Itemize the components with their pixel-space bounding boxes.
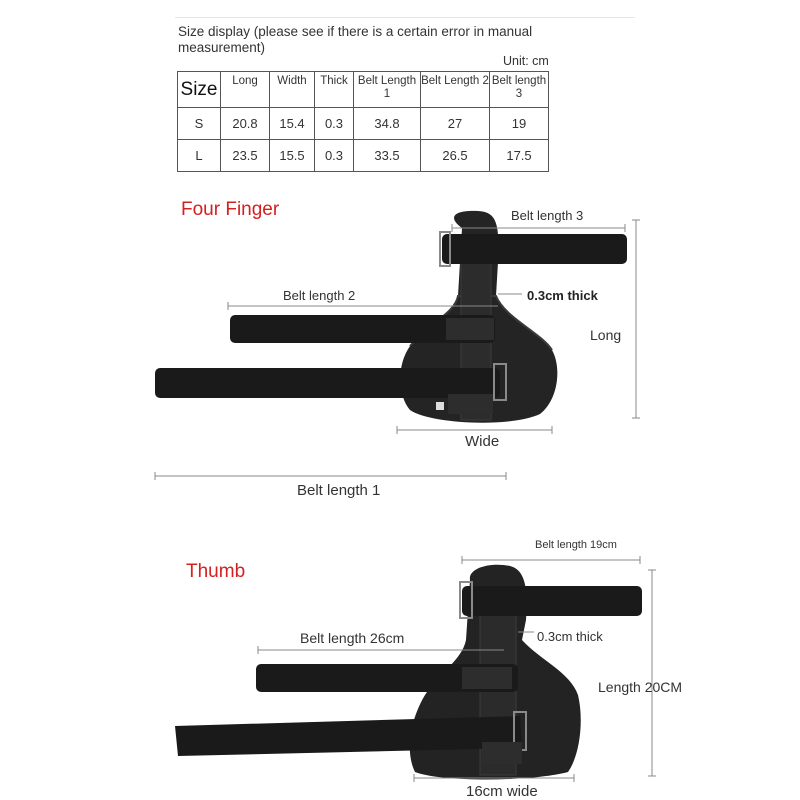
belt-length-2-label: Belt length 2 bbox=[283, 288, 356, 303]
header-belt-length-1: Belt Length 1 bbox=[354, 72, 421, 108]
thumb-splint bbox=[175, 565, 642, 780]
belt-length-19cm-label: Belt length 19cm bbox=[535, 539, 617, 551]
header-thick: Thick bbox=[315, 72, 354, 108]
strap-top bbox=[462, 586, 642, 616]
cell: 17.5 bbox=[490, 140, 549, 172]
strap-bottom-tab bbox=[482, 742, 522, 764]
header-belt-length-2: Belt Length 2 bbox=[421, 72, 490, 108]
header-width: Width bbox=[270, 72, 315, 108]
thumb-title: Thumb bbox=[186, 561, 246, 582]
cell: 27 bbox=[421, 108, 490, 140]
cell: S bbox=[178, 108, 221, 140]
cell: 23.5 bbox=[221, 140, 270, 172]
length-20cm-label: Length 20CM bbox=[598, 679, 683, 695]
header-belt-length-3: Belt length 3 bbox=[490, 72, 549, 108]
four-finger-title: Four Finger bbox=[181, 199, 280, 220]
header-long: Long bbox=[221, 72, 270, 108]
belt-length-26cm-label: Belt length 26cm bbox=[300, 630, 405, 646]
strap-middle-tab bbox=[446, 318, 494, 340]
header-size: Size bbox=[178, 72, 221, 108]
cell: 0.3 bbox=[315, 140, 354, 172]
thickness-label: 0.3cm thick bbox=[527, 288, 598, 303]
unit-label: Unit: cm bbox=[503, 54, 549, 68]
long-label: Long bbox=[590, 327, 622, 343]
cell: 26.5 bbox=[421, 140, 490, 172]
cell: 15.5 bbox=[270, 140, 315, 172]
cell: L bbox=[178, 140, 221, 172]
width-16cm-label: 16cm wide bbox=[466, 783, 538, 800]
strap-top bbox=[442, 234, 627, 264]
size-note: Size display (please see if there is a certain error in manual measurement) bbox=[178, 24, 533, 55]
cell: 0.3 bbox=[315, 108, 354, 140]
thumb-thickness-label: 0.3cm thick bbox=[537, 629, 603, 644]
cell: 33.5 bbox=[354, 140, 421, 172]
cell: 19 bbox=[490, 108, 549, 140]
cell: 20.8 bbox=[221, 108, 270, 140]
strap-bottom bbox=[155, 368, 500, 398]
cell: 34.8 bbox=[354, 108, 421, 140]
cell: 15.4 bbox=[270, 108, 315, 140]
strap-middle-tab bbox=[462, 667, 512, 689]
belt-length-1-label: Belt length 1 bbox=[297, 482, 381, 499]
four-finger-splint bbox=[155, 211, 627, 423]
size-tag bbox=[436, 402, 444, 410]
belt-length-3-label: Belt length 3 bbox=[511, 208, 584, 223]
wide-label: Wide bbox=[465, 433, 500, 450]
strap-bottom-tab bbox=[448, 394, 493, 414]
